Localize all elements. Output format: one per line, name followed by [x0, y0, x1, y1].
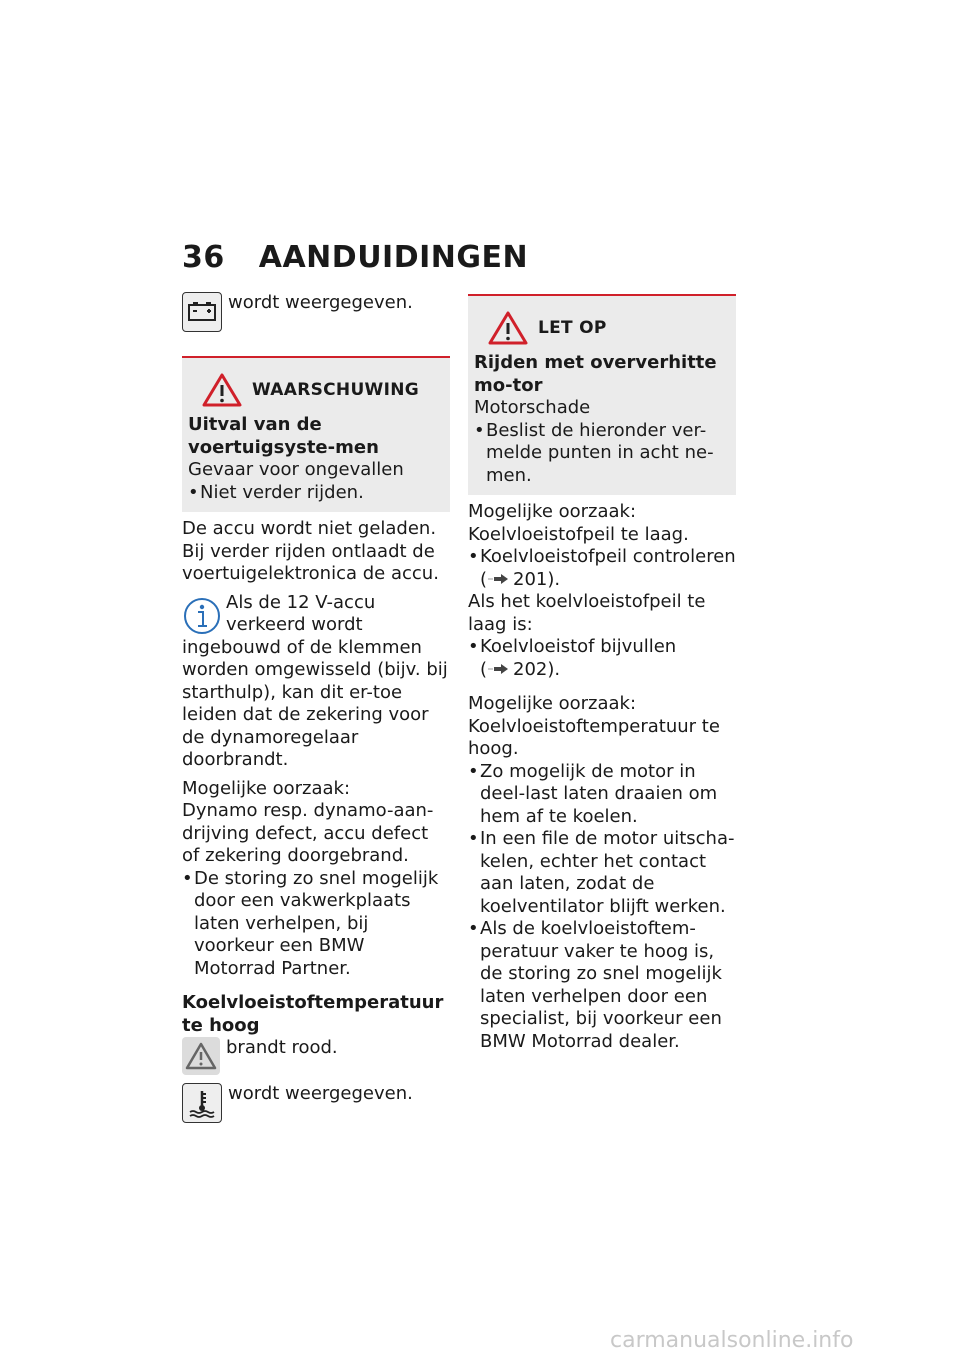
list-item: • Als de koelvloeistoftem-peratuur vaker te hoog is, de storing zo snel mogelijk laten verhelpen door een specialist, bij voorkeur een BMW Motorrad dealer. [468, 918, 722, 1052]
page-title: AANDUIDINGEN [258, 240, 529, 275]
page-reference[interactable]: 201). [513, 568, 561, 590]
arrow-icon [487, 663, 509, 675]
note-box [468, 294, 736, 495]
note-subtitle: Motorschade [474, 397, 591, 418]
note-heading: Rijden met oververhitte mo-tor [474, 352, 717, 396]
list-item: • Koelvloeistofpeil controleren ( 201). [468, 546, 736, 590]
warning-heading: Uitval van de voertuigsyste-men [188, 414, 379, 458]
right-column [468, 294, 736, 1053]
cause-text: Koelvloeistofpeil te laag. [468, 523, 689, 545]
arrow-icon [487, 573, 509, 585]
info-icon [182, 596, 222, 636]
info-text: Als de 12 V-accu verkeerd wordt ingebouwd of de klemmen worden omgewisseld (bijv. bij starthulp), kan dit er-toe leiden dat de zekering voor de dynamoregelaar doorbrandt. [182, 591, 448, 770]
coolant-temperature-icon [182, 1083, 222, 1123]
list-item: • Beslist de hieronder ver-melde punten in acht ne-men. [474, 419, 714, 486]
cause-label: Mogelijke oorzaak: [468, 501, 637, 522]
page-header [182, 240, 528, 275]
note-label: LET OP [538, 317, 607, 338]
battery-icon [182, 292, 222, 332]
warning-box [182, 356, 450, 512]
cause-text: Dynamo resp. dynamo-aan-drijving defect, accu defect of zekering doorgebrand. [182, 800, 434, 866]
cause-label: Mogelijke oorzaak: [468, 693, 637, 714]
caution-triangle-icon [488, 310, 528, 346]
page-number: 36 [182, 240, 225, 275]
coolant-indicator-row [182, 1083, 450, 1123]
list-item: • In een file de motor uitscha-kelen, echter het contact aan laten, zodat de koelventilator blijft werken. [468, 828, 735, 917]
list-item: • De storing zo snel mogelijk door een vakwerkplaats laten verhelpen, bij voorkeur een BMW Motorrad Partner. [182, 867, 439, 979]
page-reference[interactable]: 202). [513, 658, 561, 680]
left-column [182, 292, 450, 1123]
list-item: • Niet verder rijden. [188, 481, 364, 503]
battery-text: wordt weergegeven. [228, 292, 413, 313]
paragraph: De accu wordt niet geladen. Bij verder rijden ontlaadt de voertuigelektronica de accu. [182, 518, 439, 584]
warning-label: WAARSCHUWING [252, 379, 420, 400]
warning-subtitle: Gevaar voor ongevallen [188, 459, 404, 480]
coolant-text: wordt weergegeven. [228, 1083, 413, 1104]
battery-indicator-row [182, 292, 450, 332]
paragraph: Als het koelvloeistofpeil te laag is: [468, 591, 706, 635]
triangle-warning-icon [182, 1037, 220, 1075]
info-note [182, 592, 450, 772]
section-heading: Koelvloeistoftemperatuur te hoog [182, 992, 444, 1036]
cause-text: Koelvloeistoftemperatuur te hoog. [468, 715, 720, 759]
list-item: • Zo mogelijk de motor in deel-last laten draaien om hem af te koelen. [468, 760, 718, 827]
warning-triangle-icon [202, 372, 242, 408]
list-item: • Koelvloeistof bijvullen ( 202). [468, 636, 677, 680]
temperature-warning-row [182, 1037, 450, 1075]
watermark: carmanualsonline.info [610, 1328, 854, 1353]
triangle-text: brandt rood. [226, 1037, 338, 1058]
cause-label: Mogelijke oorzaak: [182, 777, 351, 799]
